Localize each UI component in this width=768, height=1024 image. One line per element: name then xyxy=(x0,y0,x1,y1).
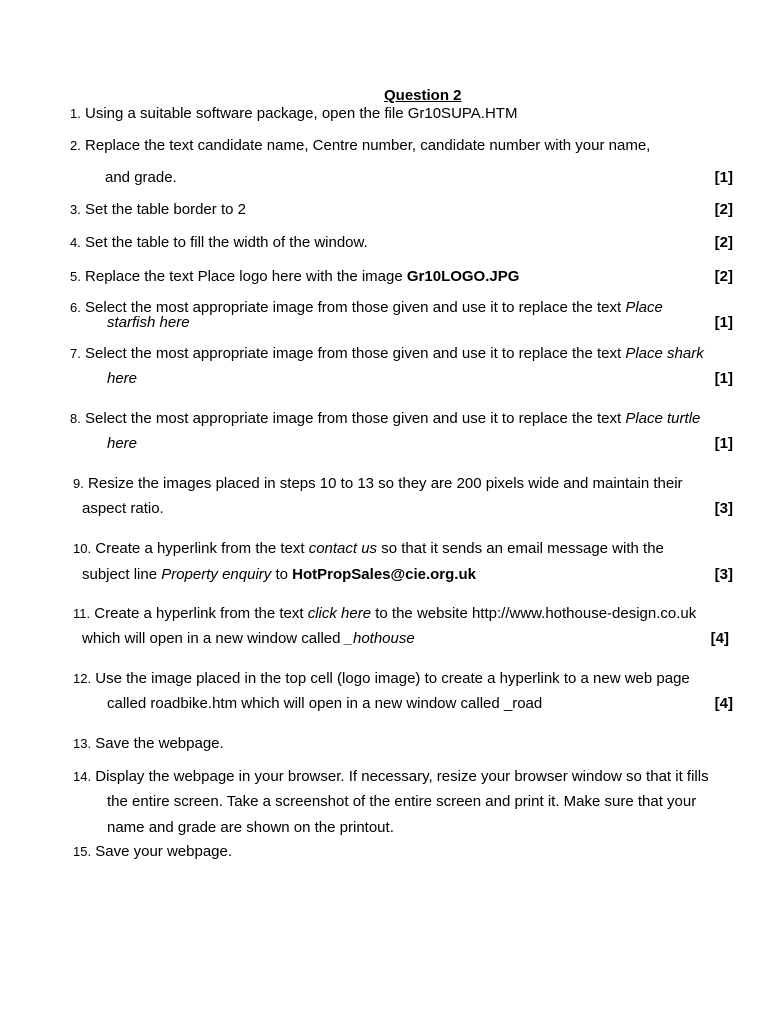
question-text: Select the most appropriate image from those given and use it to replace the text xyxy=(85,299,626,316)
question-text: Use the image placed in the top cell (logo image) to create a hyperlink to a new web page xyxy=(95,670,690,687)
question-7 xyxy=(70,345,704,363)
text-segment: subject line xyxy=(82,566,162,583)
question-text: Select the most appropriate image from those given and use it to replace the text xyxy=(85,410,626,427)
question-text: Save your webpage. xyxy=(95,843,233,860)
question-11-continued xyxy=(82,630,415,648)
question-number: 7. xyxy=(70,346,81,361)
question-number: 11. xyxy=(73,606,91,621)
placeholder-text: Place turtle xyxy=(625,410,701,427)
question-number: 2. xyxy=(70,138,81,153)
question-text: Save the webpage. xyxy=(95,735,224,752)
question-text: Using a suitable software package, open the file Gr10SUPA.HTM xyxy=(85,105,518,122)
question-7-mark: [1] xyxy=(714,370,733,387)
question-12 xyxy=(73,670,690,688)
question-9-mark: [3] xyxy=(714,500,733,517)
question-10-mark: [3] xyxy=(714,566,733,583)
question-10-continued xyxy=(82,566,476,584)
question-text-end: to the website http://www.hothouse-design.co.uk xyxy=(371,605,697,622)
question-11-mark: [4] xyxy=(710,630,729,647)
question-9 xyxy=(73,475,683,493)
question-text: Resize the images placed in steps 10 to 13 so they are 200 pixels wide and maintain their xyxy=(88,475,683,492)
placeholder-text: Place shark xyxy=(625,345,704,362)
question-text: Set the table border to 2 xyxy=(85,201,246,218)
text-segment: to xyxy=(271,566,293,583)
question-5 xyxy=(70,268,519,286)
question-number: 12. xyxy=(73,671,92,686)
question-number: 14. xyxy=(73,769,92,784)
question-5-mark: [2] xyxy=(714,268,733,285)
question-text: Set the table to fill the width of the window. xyxy=(85,234,368,251)
question-2-mark: [1] xyxy=(714,169,733,186)
question-6-continued: starfish here xyxy=(107,314,190,331)
question-number: 6. xyxy=(70,300,81,315)
question-4-mark: [2] xyxy=(714,234,733,251)
question-12-mark: [4] xyxy=(714,695,733,712)
question-14 xyxy=(73,768,709,786)
question-2-continued: and grade. xyxy=(105,169,177,186)
question-number: 15. xyxy=(73,844,92,859)
question-number: 1. xyxy=(70,106,81,121)
question-14-line-2: the entire screen. Take a screenshot of the entire screen and print it. Make sure that your xyxy=(107,793,697,810)
question-14-line-3: name and grade are shown on the printout. xyxy=(107,819,394,836)
question-number: 9. xyxy=(73,476,84,491)
question-7-continued: here xyxy=(107,370,138,387)
question-number: 10. xyxy=(73,541,92,556)
question-text: Replace the text Place logo here with the image xyxy=(85,268,407,285)
question-text: Create a hyperlink from the text xyxy=(94,605,308,622)
file-name: Gr10LOGO.JPG xyxy=(406,268,520,285)
question-text: Replace the text candidate name, Centre number, candidate number with your name, xyxy=(85,137,651,154)
question-4 xyxy=(70,234,368,252)
question-text-end: so that it sends an email message with the xyxy=(377,540,664,557)
placeholder-text: Place xyxy=(625,299,663,316)
question-8 xyxy=(70,410,700,428)
question-number: 3. xyxy=(70,202,81,217)
question-number: 5. xyxy=(70,269,81,284)
email-address: HotPropSales@cie.org.uk xyxy=(292,566,476,583)
question-text: Display the webpage in your browser. If necessary, resize your browser window so that it fills xyxy=(95,768,709,785)
question-2 xyxy=(70,137,650,155)
question-6-mark: [1] xyxy=(714,314,733,331)
text-segment: which will open in a new window called xyxy=(82,630,345,647)
question-1 xyxy=(70,105,517,123)
question-12-continued: called roadbike.htm which will open in a new window called _road xyxy=(107,695,543,712)
question-13 xyxy=(73,735,224,753)
question-10 xyxy=(73,540,664,558)
question-number: 4. xyxy=(70,235,81,250)
subject-line: Property enquiry xyxy=(161,566,272,583)
question-3 xyxy=(70,201,246,219)
question-text: Create a hyperlink from the text xyxy=(95,540,309,557)
question-8-continued: here xyxy=(107,435,138,452)
question-11 xyxy=(73,605,696,623)
link-text: click here xyxy=(307,605,372,622)
question-15 xyxy=(73,843,232,861)
question-3-mark: [2] xyxy=(714,201,733,218)
question-number: 13. xyxy=(73,736,92,751)
question-9-continued: aspect ratio. xyxy=(82,500,164,517)
question-title: Question 2 xyxy=(384,87,462,104)
question-text: Select the most appropriate image from those given and use it to replace the text xyxy=(85,345,626,362)
question-8-mark: [1] xyxy=(714,435,733,452)
link-text: contact us xyxy=(308,540,378,557)
window-name: _hothouse xyxy=(344,630,415,647)
question-number: 8. xyxy=(70,411,81,426)
